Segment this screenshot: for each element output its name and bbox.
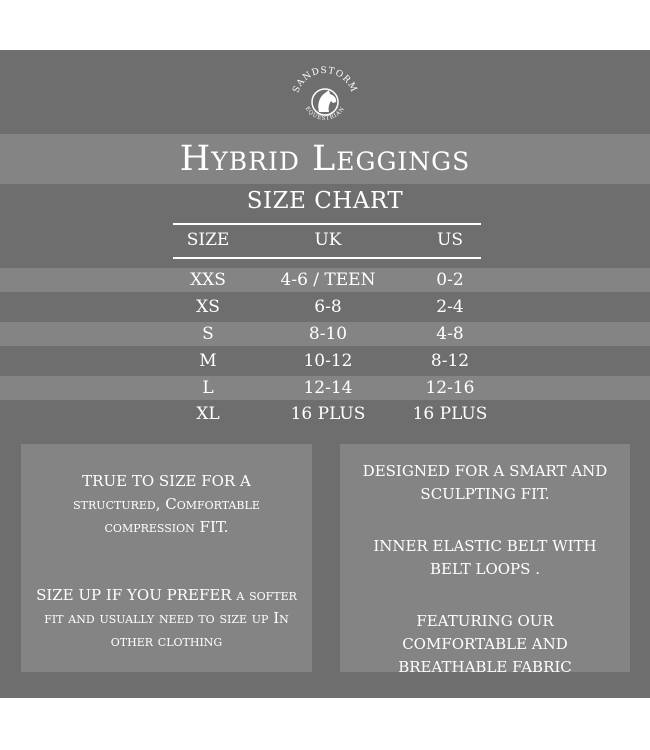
page-title: Hybrid Leggings bbox=[179, 139, 471, 179]
cell-us: 2-4 bbox=[436, 297, 464, 317]
features-box bbox=[340, 444, 630, 676]
fit-advice-text: TRUE TO SIZE FOR A structured, Comfortable compression FIT. bbox=[73, 472, 260, 536]
table-row bbox=[0, 402, 650, 426]
cell-size: XS bbox=[196, 297, 220, 317]
cell-us: 8-12 bbox=[430, 351, 470, 371]
cell-size: S bbox=[202, 324, 214, 344]
cell-size: XL bbox=[196, 404, 220, 424]
header-size: SIZE bbox=[186, 230, 230, 250]
table-top-rule bbox=[173, 223, 481, 225]
feature-belt-text: INNER ELASTIC BELT WITH BELT LOOPS . bbox=[373, 537, 597, 578]
table-row bbox=[0, 322, 650, 346]
table-row bbox=[0, 268, 650, 292]
table-row bbox=[0, 376, 650, 400]
cell-uk: 4-6 / TEEN bbox=[280, 270, 376, 290]
size-up-advice-text: SIZE UP IF YOU PREFER a softer fit and usually need to size up In other clothing bbox=[36, 586, 297, 650]
cell-uk: 16 PLUS bbox=[290, 404, 366, 424]
cell-uk: 8-10 bbox=[308, 324, 348, 344]
feature-fabric-text: FEATURING OUR COMFORTABLE AND BREATHABLE FABRIC bbox=[398, 612, 572, 676]
cell-us: 12-16 bbox=[425, 378, 475, 398]
horse-head-logo-icon bbox=[283, 57, 367, 141]
cell-size: XXS bbox=[190, 270, 226, 290]
fit-advice-box bbox=[21, 444, 312, 672]
table-header bbox=[0, 230, 650, 254]
feature-fit-text: DESIGNED FOR A SMART AND SCULPTING FIT. bbox=[362, 462, 608, 503]
logo-brand-text: SANDSTORM bbox=[291, 65, 359, 95]
cell-size: L bbox=[202, 378, 214, 398]
table-header-rule bbox=[173, 257, 481, 259]
cell-size: M bbox=[199, 351, 217, 371]
header-uk: UK bbox=[314, 230, 342, 250]
logo-sub-text: EQUESTRIAN bbox=[303, 105, 347, 122]
table-row bbox=[0, 349, 650, 373]
cell-us: 16 PLUS bbox=[412, 404, 488, 424]
cell-uk: 6-8 bbox=[314, 297, 342, 317]
cell-us: 4-8 bbox=[436, 324, 464, 344]
cell-us: 0-2 bbox=[436, 270, 464, 290]
size-chart-subtitle: SIZE CHART bbox=[246, 188, 404, 214]
cell-uk: 10-12 bbox=[303, 351, 353, 371]
header-us: US bbox=[437, 230, 463, 250]
table-row bbox=[0, 295, 650, 319]
svg-text:SANDSTORM bbox=[291, 66, 358, 95]
cell-uk: 12-14 bbox=[303, 378, 353, 398]
title-band bbox=[0, 134, 650, 184]
size-chart-panel bbox=[0, 50, 650, 698]
